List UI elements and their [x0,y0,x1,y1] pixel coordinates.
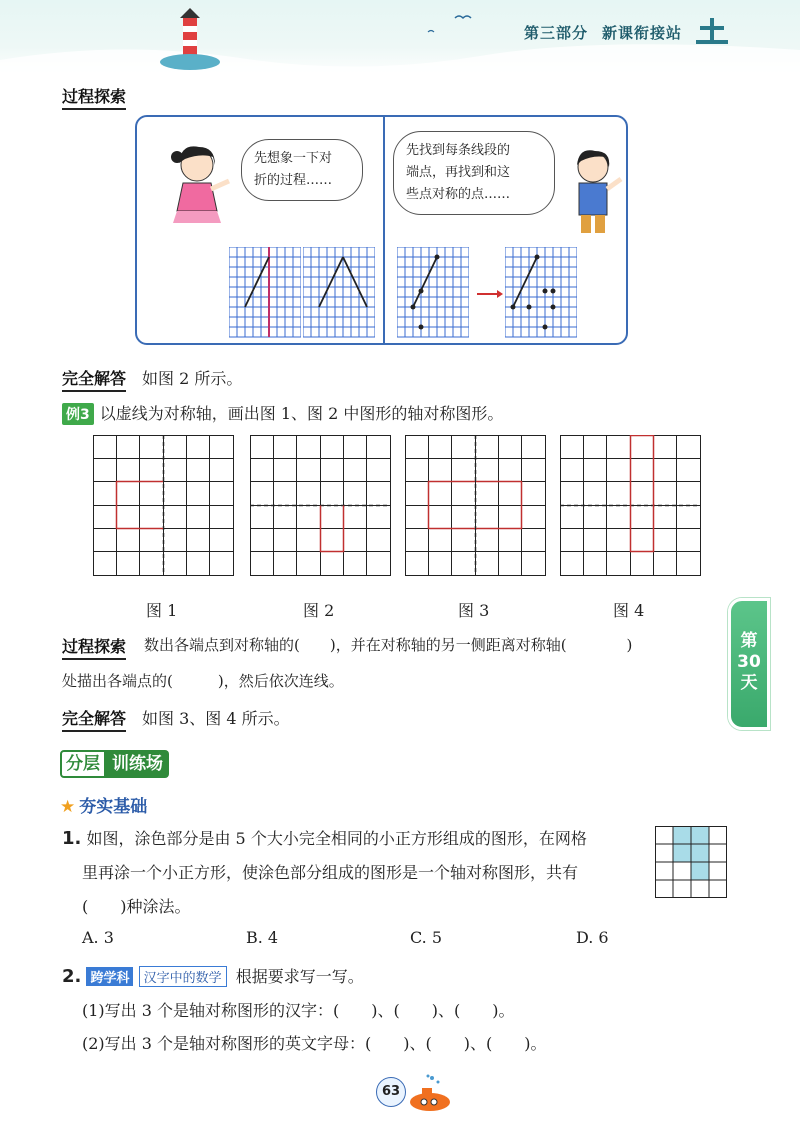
side-tab-line-3: 天 [740,673,758,693]
side-tab-line-2: 30 [737,652,761,672]
q2-sub-1: (1)写出 3 个是轴对称图形的汉字：( )、( )、( )。 [82,1001,515,1020]
figure-4-label: 图 4 [613,601,645,620]
q1-grid [655,826,727,898]
q1-option-b: B. 4 [246,928,279,947]
submarine-icon [402,1072,454,1116]
side-tab-line-1: 第 [740,631,758,651]
explore-panel [135,115,628,345]
explore-example-line-2: 处描出各端点的( )，然后依次连线。 [62,672,344,690]
mini-grid-fold-before [229,247,301,339]
bubble-right-line-3: 些点对称的点…… [406,187,511,202]
header-title [510,22,682,43]
q1-line-3: ( )种涂法。 [82,897,191,916]
bubble-left-line-1: 先想象一下对 [254,151,333,166]
figure-2-label: 图 2 [303,601,335,620]
mini-grid-fold-after [303,247,375,339]
q1-line-2: 里再涂一个小正方形，使涂色部分组成的图形是一个轴对称图形，共有 [82,863,579,882]
q1-line-1 [62,826,587,849]
star-icon: ★ [60,797,76,817]
answer-label-top: 完全解答 [62,366,126,392]
figure-2-grid [250,435,392,577]
side-tab-day [728,598,770,730]
training-badge-part-b: 训练场 [106,750,169,778]
example3-line [62,401,503,425]
example3-badge: 例3 [62,403,94,425]
figure-3-grid [405,435,547,577]
speech-bubble-right [393,131,555,215]
explore-label-top: 过程探索 [62,84,126,110]
q2-tag-cross: 跨学科 [86,967,133,986]
header-station: 新课衔接站 [601,24,682,42]
training-badge-part-a: 分层 [60,750,106,778]
q2-number: 2. [62,966,82,987]
subhead-basics [60,792,147,817]
mini-grid-points-after [505,247,577,339]
page-number: 63 [376,1077,406,1107]
subhead-text: 夯实基础 [79,797,148,817]
q2-text: 根据要求写一写。 [235,967,364,986]
arrow-right-icon-2 [477,289,503,299]
example3-text: 以虚线为对称轴，画出图 1、图 2 中图形的轴对称图形。 [99,404,504,423]
q1-option-a: A. 3 [82,928,114,947]
header-part: 第三部分 [523,24,588,42]
panel-divider [383,117,385,343]
bubble-left-line-2: 折的过程…… [254,173,333,188]
q1-number: 1. [62,828,82,849]
figure-4-grid [560,435,702,577]
boy-illustration-icon [565,143,625,243]
figure-1-label: 图 1 [146,601,178,620]
answer-text-example: 如图 3、图 4 所示。 [142,709,290,728]
bubble-right-line-2: 端点，再找到和这 [406,165,511,180]
speech-bubble-left [241,139,363,201]
training-badge [60,750,169,778]
bird-icon [455,16,471,18]
q2-tag-topic: 汉字中的数学 [139,966,227,987]
figure-3-label: 图 3 [458,601,490,620]
corner-ornament-icon [696,18,728,44]
girl-illustration-icon [165,137,235,237]
q1-option-d: D. 6 [576,928,609,947]
explore-example-line-1: 数出各端点到对称轴的( )，并在对称轴的另一侧距离对称轴( ) [144,636,633,654]
lighthouse-icon [160,8,220,70]
answer-text-top: 如图 2 所示。 [142,369,243,388]
bubble-right-line-1: 先找到每条线段的 [406,143,511,158]
q2-line [62,964,364,987]
mini-grid-points-before [397,247,469,339]
q2-sub-2: (2)写出 3 个是轴对称图形的英文字母：( )、( )、( )。 [82,1034,547,1053]
explore-label-example: 过程探索 [62,634,126,660]
q1-text-1: 如图，涂色部分是由 5 个大小完全相同的小正方形组成的图形，在网格 [86,829,587,848]
q1-option-c: C. 5 [410,928,443,947]
answer-label-example: 完全解答 [62,706,126,732]
figure-1-grid [93,435,235,577]
